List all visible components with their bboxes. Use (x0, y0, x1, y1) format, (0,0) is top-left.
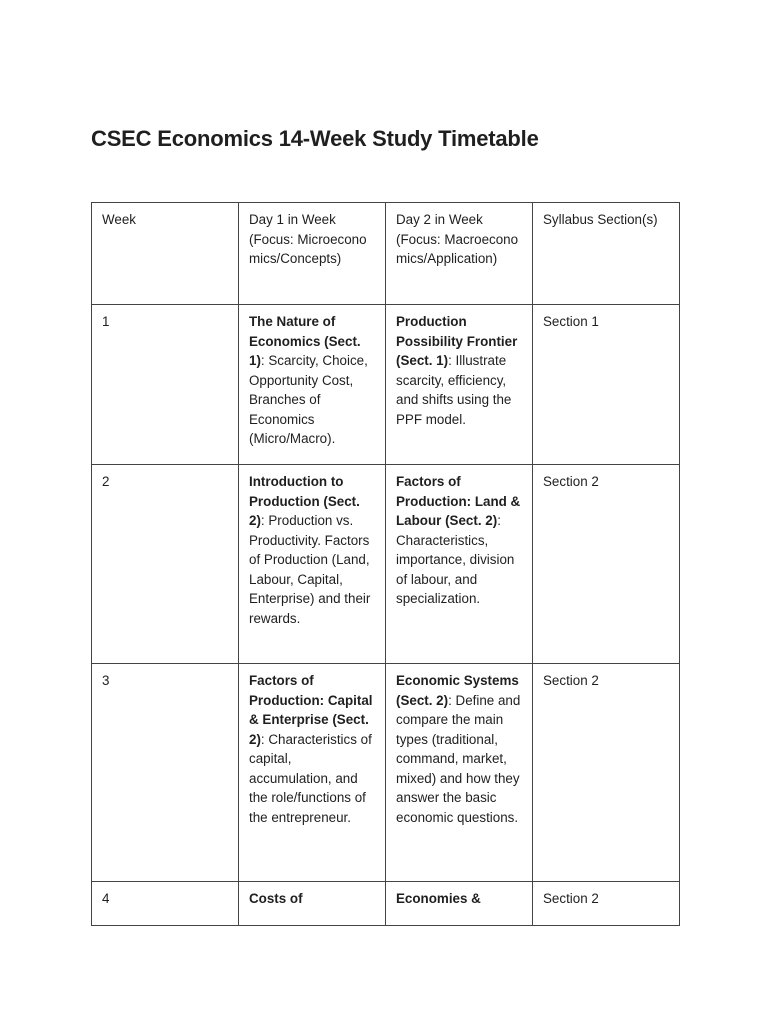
day2-cell (386, 664, 533, 882)
header-day1-title: Day 1 in Week (249, 212, 336, 227)
syllabus-section: Section 2 (543, 891, 599, 906)
day2-topic: Production Possibility Frontier (Sect. 1) (396, 314, 518, 368)
section-cell (533, 882, 680, 926)
table-row (92, 305, 680, 465)
week-number-cell (92, 882, 239, 926)
syllabus-section: Section 2 (543, 673, 599, 688)
header-day2 (386, 203, 533, 305)
section-cell (533, 465, 680, 664)
syllabus-section: Section 2 (543, 474, 599, 489)
week-number-cell (92, 664, 239, 882)
table-row (92, 882, 680, 926)
day2-topic: Factors of Production: Land & Labour (Sect. 2) (396, 474, 521, 528)
day1-topic: The Nature of Economics (Sect. 1) (249, 314, 361, 368)
day2-description: : Define and compare the main types (traditional, command, market, mixed) and how they answer the basic economic questions. (396, 692, 521, 825)
table-header-row (92, 203, 680, 305)
week-number: 4 (102, 891, 110, 906)
header-day2-focus: (Focus: Macroeconomics/Application) (396, 231, 519, 266)
day1-cell (239, 664, 386, 882)
day1-cell (239, 305, 386, 465)
day1-topic: Introduction to Production (Sect. 2) (249, 474, 360, 528)
week-number: 2 (102, 474, 110, 489)
day1-cell (239, 465, 386, 664)
day2-cell (386, 305, 533, 465)
day2-cell (386, 882, 533, 926)
day2-description: : Illustrate scarcity, efficiency, and shifts using the PPF model. (396, 353, 512, 427)
header-section-label: Syllabus Section(s) (543, 212, 658, 227)
day1-topic: Costs of (249, 891, 303, 906)
week-number: 3 (102, 673, 110, 688)
header-week (92, 203, 239, 305)
header-section (533, 203, 680, 305)
header-week-label: Week (102, 212, 136, 227)
day2-topic: Economic Systems (Sect. 2) (396, 673, 519, 708)
header-day1 (239, 203, 386, 305)
week-number-cell (92, 305, 239, 465)
day1-description: : Production vs. Productivity. Factors of Production (Land, Labour, Capital, Enterprise) and their rewards. (249, 513, 371, 626)
week-number-cell (92, 465, 239, 664)
day1-description: : Scarcity, Choice, Opportunity Cost, Branches of Economics (Micro/Macro). (249, 353, 368, 446)
day1-description: : Characteristics of capital, accumulation, and the role/functions of the entrepreneur. (249, 731, 372, 825)
syllabus-section: Section 1 (543, 314, 599, 329)
day2-cell (386, 465, 533, 664)
header-day2-title: Day 2 in Week (396, 212, 483, 227)
header-day1-focus: (Focus: Microeconomics/Concepts) (249, 231, 367, 266)
day1-topic: Factors of Production: Capital & Enterprise (Sect. 2) (249, 673, 373, 747)
section-cell (533, 664, 680, 882)
day2-topic: Economies & (396, 891, 481, 906)
day2-description: : Characteristics, importance, division of labour, and specialization. (396, 513, 515, 606)
page-title: CSEC Economics 14-Week Study Timetable (91, 126, 539, 151)
table-row (92, 664, 680, 882)
week-number: 1 (102, 314, 110, 329)
day1-cell (239, 882, 386, 926)
section-cell (533, 305, 680, 465)
table-row (92, 465, 680, 664)
study-timetable (91, 202, 680, 926)
